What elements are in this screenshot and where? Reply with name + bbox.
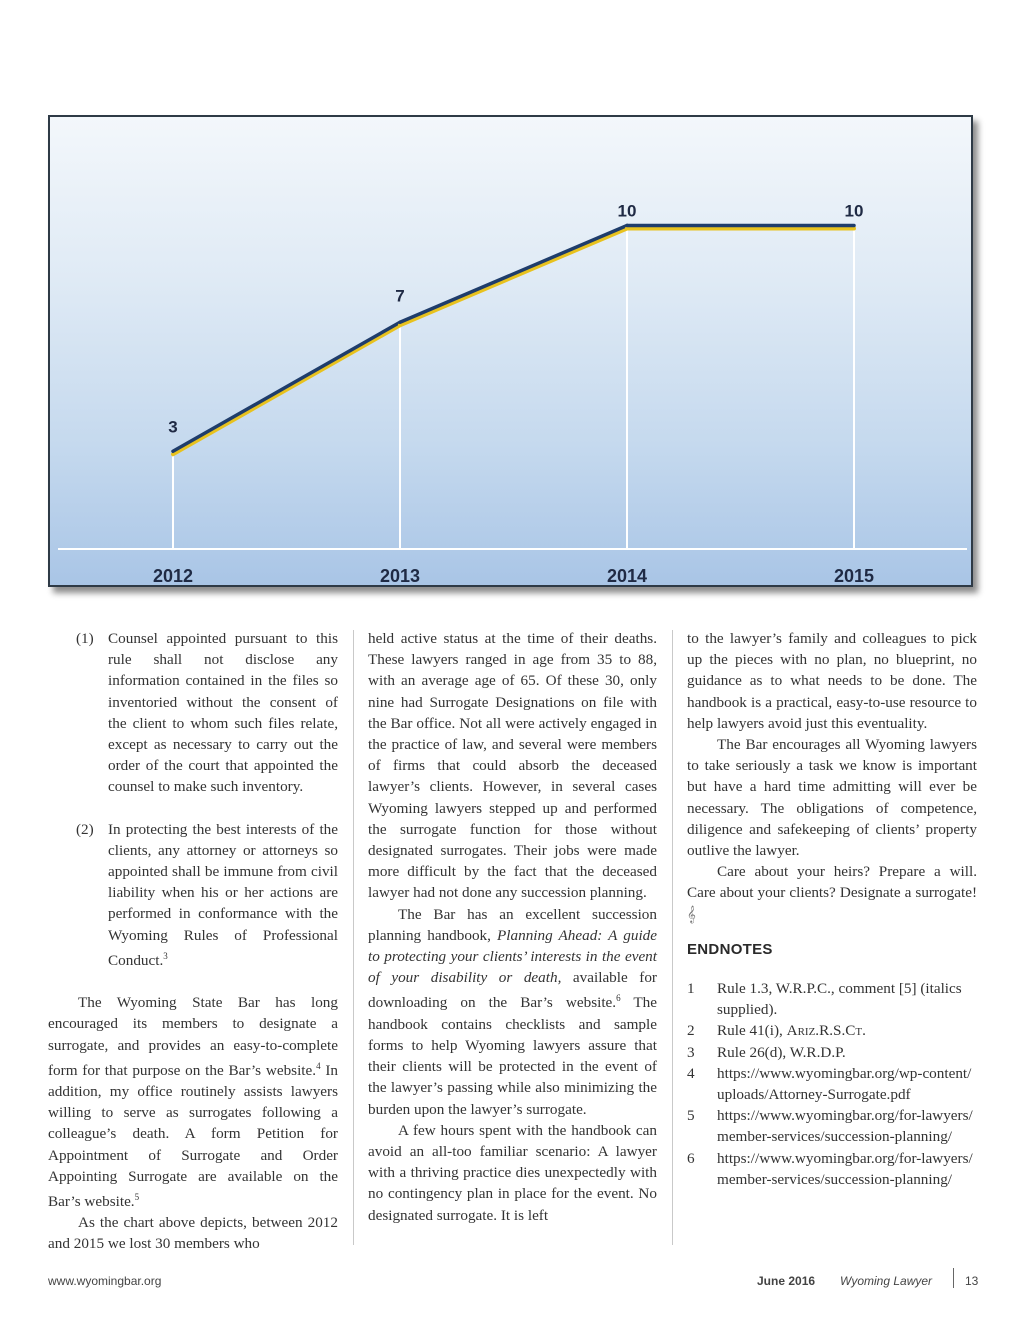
paragraph: Care about your heirs? Prepare a will. Care about your clients? Designate a surrogate!𝄞 [687, 863, 977, 923]
paragraph: held active status at the time of their deaths. These lawyers ranged in age from 35 to 88, with an average age of 65. Of these 30, only nine had Surrogate Designations on file with the Bar office. Not all were actively engaged in the practice of law, and several were members of firms that could absorb the deceased lawyer’s clients. However, in several cases Wyoming lawyers stepped up and performed the surrogate function for those without designated surrogates. Their jobs were made more difficult by the fact that the deceased lawyer had not done any succession planning. [368, 630, 657, 902]
x-tick-label: 2012 [152, 566, 194, 585]
data-point [627, 226, 628, 227]
end-mark-icon: 𝄞 [687, 905, 696, 923]
data-labels [168, 202, 863, 437]
x-tick-labels [153, 566, 874, 585]
endnote-item: 4 https://www.wyomingbar.org/wp-content/uploads/Attorney-Surrogate.pdf [687, 1063, 977, 1105]
paragraph: The Bar encourages all Wyoming lawyers to take seriously a task we know is important but have a hard time admitting will ever be necessary. The obligations of competence, diligence and safekeeping of clients’ property outlive the lawyer. [687, 736, 977, 860]
endnote-item: 2 Rule 41(i), Ariz.R.S.Ct. [687, 1022, 866, 1040]
column-1 [48, 628, 338, 1255]
endnote-link[interactable]: https://www.wyomingbar.org/for-lawyers/member-services/succession-planning/ [717, 1149, 973, 1188]
item-number: (2) [76, 820, 94, 838]
paragraph: A few hours spent with the handbook can avoid an all-too familiar scenario: A lawyer with a thriving practice dies unexpectedly with no contingency plan in place for the event. No designated surrogate. It is left [368, 1121, 657, 1224]
column-divider [353, 630, 354, 1245]
footer-magazine: Wyoming Lawyer [840, 1274, 933, 1288]
paragraph: to the lawyer’s family and colleagues to pick up the pieces with no plan, no blueprint, no guidance as to what needs to be done. The handbook is a practical, easy-to-use resource to help lawyers avoid just this eventuality. [687, 630, 977, 732]
footnote-ref: 6 [616, 993, 621, 1004]
data-label: 3 [168, 417, 178, 437]
x-tick-label: 2014 [606, 566, 648, 585]
footer-divider [953, 1268, 954, 1288]
footer-date: June 2016 [757, 1274, 816, 1288]
series-segment-highlight [173, 325, 400, 454]
footnote-ref: 3 [163, 950, 168, 961]
endnote-item: 5 https://www.wyomingbar.org/for-lawyers/member-services/succession-planning/ [687, 1105, 977, 1147]
data-point [400, 323, 401, 324]
page-number: 13 [965, 1274, 979, 1288]
footer-url[interactable]: www.wyomingbar.org [48, 1274, 162, 1288]
data-label: 7 [395, 286, 405, 306]
endnote-link[interactable]: https://www.wyomingbar.org/for-lawyers/member-services/succession-planning/ [717, 1107, 973, 1146]
data-label: 10 [617, 201, 637, 221]
rule-item-2 [48, 819, 338, 971]
series-segment-highlight [400, 229, 627, 326]
chart-canvas [50, 117, 971, 585]
item-text: In protecting the best interests of the clients, any attorney or attorneys so appointed shall be immune from civil liability when his or her actions are performed in conformance with the Wyoming Rules of Professional Conduct.$^3$ [108, 820, 338, 969]
series-line [173, 226, 854, 455]
item-number: (1) [76, 630, 94, 647]
paragraph: As the chart above depicts, between 2012 and 2015 we lost 30 members who [48, 1214, 338, 1253]
rule-item-1 [48, 628, 338, 798]
handbook-title: Planning Ahead: A guide to protecting your clients’ interests in the event of your disability or death, [368, 926, 657, 987]
item-text: Counsel appointed pursuant to this rule shall not disclose any information contained in the files so inventoried without the consent of the client to whom such files relate, except as necessary to carry out the order of the court that appointed the counsel to make such inventory. [108, 630, 338, 796]
column-divider [672, 630, 673, 1245]
data-points [173, 226, 855, 453]
endnote-item: 1 Rule 1.3, W.R.P.C., comment [5] (italics supplied). [687, 980, 962, 1019]
column-2 [368, 628, 657, 1226]
footnote-ref: 4 [316, 1060, 321, 1071]
paragraph: The Bar has an excellent succession planning handbook, Planning Ahead: A guide to protecting your clients’ interests in the event of your disability or death, available for downloading on the Bar’s website.$^6$ The handbook contains checklists and sample forms to help Wyoming lawyers assure that their clients will be protected in the event of the lawyer’s passing while also minimizing the burden upon the lawyer’s surrogate. [368, 905, 658, 1118]
x-tick-label: 2015 [833, 566, 875, 585]
series-segment [173, 322, 400, 451]
endnote-item: 6 https://www.wyomingbar.org/for-lawyers/member-services/succession-planning/ [687, 1148, 977, 1190]
endnote-link[interactable]: https://www.wyomingbar.org/wp-content/uploads/Attorney-Surrogate.pdf [717, 1064, 972, 1104]
x-tick-label: 2013 [379, 566, 421, 585]
column-3 [687, 628, 977, 1190]
series-segment [400, 226, 627, 323]
endnote-item: 3 Rule 26(d), W.R.D.P. [687, 1043, 846, 1061]
data-point [854, 226, 855, 227]
endnotes-list [687, 978, 977, 1190]
data-point [173, 452, 174, 453]
data-label: 10 [844, 201, 864, 221]
footnote-ref: 5 [134, 1192, 140, 1202]
deaths-chart [48, 115, 973, 587]
endnotes-heading: ENDNOTES [687, 940, 773, 958]
paragraph: The Wyoming State Bar has long encouraged its members to designate a surrogate, and provides an easy-to-complete form for that purpose on the Bar’s website.$^4$ In addition, my office routinely assists lawyers willing to serve as surrogates following a colleague’s death. A form Petition for Appointment of Surrogate and Order Appointing Surrogate are available on the Bar’s website.$^5$ [48, 994, 338, 1211]
